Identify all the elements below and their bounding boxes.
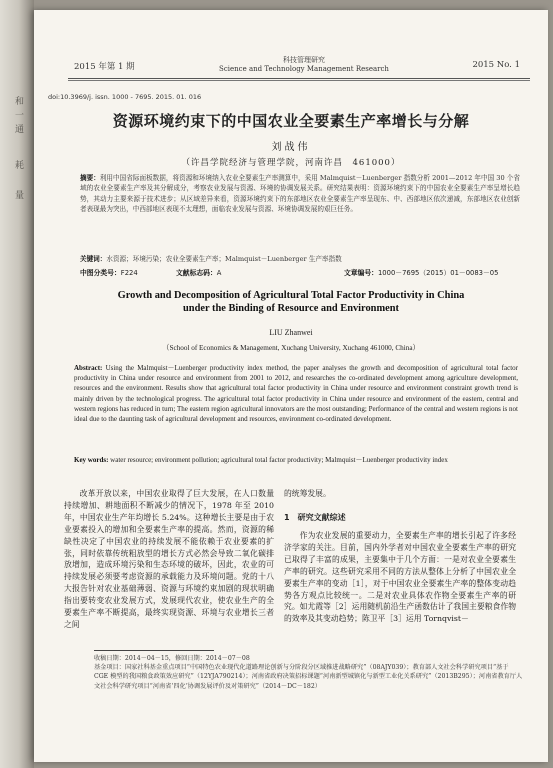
affiliation-zh: （许昌学院经济与管理学院，河南许昌 461000） xyxy=(181,158,401,168)
doc-code-label: 文献标志码： xyxy=(176,269,217,277)
spine-fragment: 一 xyxy=(13,110,23,119)
journal-name-zh: 科技管理研究 xyxy=(283,56,325,64)
abstract-en xyxy=(74,363,518,424)
keywords-label-en: Key words: xyxy=(74,456,109,464)
keywords-label-zh: 关键词： xyxy=(80,255,107,263)
header-rule xyxy=(68,78,530,79)
paper-title-en-line2: under the Binding of Resource and Environment xyxy=(183,302,399,314)
footnote-rule xyxy=(94,650,214,651)
abstract-label-zh: 摘要： xyxy=(80,174,100,182)
issue-left: 2015 年第 1 期 xyxy=(74,62,135,72)
doc-code-value: A xyxy=(216,269,222,277)
keywords-text-en: water resource; environment pollution; agricultural total factor productivity; Malmquist－Luenberger productivity index xyxy=(110,456,448,464)
body-right-column: 作为农业发展的重要动力，全要素生产率的增长引起了许多经济学家的关注。目前，国内外学者对中国农业全要素生产率的研究已取得了丰富的成果，主要集中于几个方面：一是对农业全要素生产率的研究。这些研究采用不同的方法从整体上分析了中国农业全要素生产率的变动［1］，对于中国农业全要素生产率的整体变动趋势各方观点比较统一。二是对农业具体农作物全要素生产率的研究。如尤霞等［2］运用随机前沿生产函数估计了我国主要粮食作物的效率及其变动趋势；陈卫平［3］运用 Tornqvist－ xyxy=(284,531,516,624)
clc-label: 中图分类号： xyxy=(80,269,121,277)
spine-fragment: 通 xyxy=(13,124,23,133)
footnote xyxy=(94,654,524,691)
paper-title-zh: 资源环境约束下的中国农业全要素生产率增长与分解 xyxy=(112,112,470,130)
affiliation-en: （School of Economics & Management, Xuchang University, Xuchang 461000, China） xyxy=(162,344,420,352)
spine-fragment: 量 xyxy=(13,190,23,199)
keywords-text-zh: 水资源；环境污染；农业全要素生产率；Malmquist－Luenberger 生产率指数 xyxy=(106,255,342,263)
journal-page xyxy=(34,10,548,762)
abstract-label-en: Abstract: xyxy=(74,364,103,372)
issue-right: 2015 No. 1 xyxy=(472,60,520,70)
received-date: 收稿日期：2014－04－15，修回日期：2014－07－08 xyxy=(94,655,250,662)
author-zh: 刘战伟 xyxy=(271,142,311,153)
clc-value: F224 xyxy=(120,269,138,277)
adjacent-page-edge xyxy=(0,0,34,768)
spine-fragment: 耗 xyxy=(13,160,23,169)
article-no-value: 1000－7695（2015）01－0083－05 xyxy=(377,269,499,277)
keywords-en xyxy=(74,455,518,465)
doi: doi:10.3969/j. issn. 1000 - 7695. 2015. 01. 016 xyxy=(48,93,202,101)
abstract-text-zh: 利用中国省际面板数据，将资源和环境纳入农业全要素生产率测算中，采用 Malmquist－Luenberger 指数分析 2001—2012 年中国 30 个省域的农业全要素生产率及其分解成分，考察农业发展与资源、环境的协调发展关系。研究结果表明：资源环境约束下的中国农业全要素生产率呈增长趋势，其动力主要来源于技术进步；从区域差异来看，资源环境约束下的东部地区农业全要素生产率呈现东、中、西部地区依次递减，东部地区农业创新者表现最为突出，中西部地区表现不太理想，面临农业发展与资源、环境协调发展的艰巨任务。 xyxy=(80,174,520,213)
header-rule-thin xyxy=(68,80,530,81)
paper-title-en-line1: Growth and Decomposition of Agricultural Total Factor Productivity in China xyxy=(117,290,465,301)
article-no-label: 文章编号： xyxy=(344,269,378,277)
body-right-column-start: 的统筹发展。 xyxy=(284,489,331,498)
author-en: LIU Zhanwei xyxy=(269,328,313,337)
body-left-column: 改革开放以来，中国农业取得了巨大发展，在人口数量持续增加、耕地面积不断减少的情况下，1978 年至 2010 年，中国农业生产年均增长 5.24%。这种增长主要是由于农业要素投入的增加和全要素生产率的提高。然而，资源的稀缺性决定了中国农业的持续发展不能依赖于农业要素的扩张，同时依靠传统粗放型的增长方式必然会导致二氧化碳排放增加，造成环境污染和生态环境的破坏，因此，农业的可持续发展必须要考虑资源的承载能力及环境问题。党的十八大报告针对农业基础薄弱、资源与环境约束加剧的现状明确指出要转变农业发展方式，发展现代农业，使农业生产的全要素生产率不断提高，最终实现资源、环境与农业增长三者之间 xyxy=(64,489,274,629)
fund-info: 基金项目：国家社科基金重点项目“中国特色农业现代化道路理论创新与分阶段分区域推进战略研究”（08AJY039）；教育部人文社会科学研究项目“基于 CGE 模型的我国粮食政策效应研究”（12YJA790214）；河南省政府决策招标课题“河南新型城镇化与新型工业化关系研究”（2013B295）；河南省教育厅人文社会科学研究项目“河南省‘四化’协调发展评价及对策研究”（2014－DC－182） xyxy=(94,664,523,690)
spine-fragment: 和 xyxy=(13,96,23,105)
journal-name xyxy=(184,56,424,74)
abstract-zh xyxy=(80,173,520,214)
abstract-text-en: Using the Malmquist－Luenberger productivity index method, the paper analyses the growth and decomposition of agricultural total factor productivity in China under resource and environment from 2001 to 2012, and researches the co-ordinated development among agriculture development, resources and the environment. Results show that agricultural total factor productivity in China under resource and environment constraint growth trend is mainly driven by the technological progress. The agricultural total factor productivity in China under resource and environment of the eastern, central and western regions has reduced in turn; The eastern region agricultural innovators are the most outstanding; Performance of the central and western regions is not ideal due to the daunting task of agricultural development and resources, environment co-ordinated development. xyxy=(74,364,519,424)
paper-title-en xyxy=(54,290,528,315)
section-heading: 1 研究文献综述 xyxy=(284,513,346,522)
keywords-zh xyxy=(80,254,520,264)
journal-name-en: Science and Technology Management Research xyxy=(219,65,389,73)
